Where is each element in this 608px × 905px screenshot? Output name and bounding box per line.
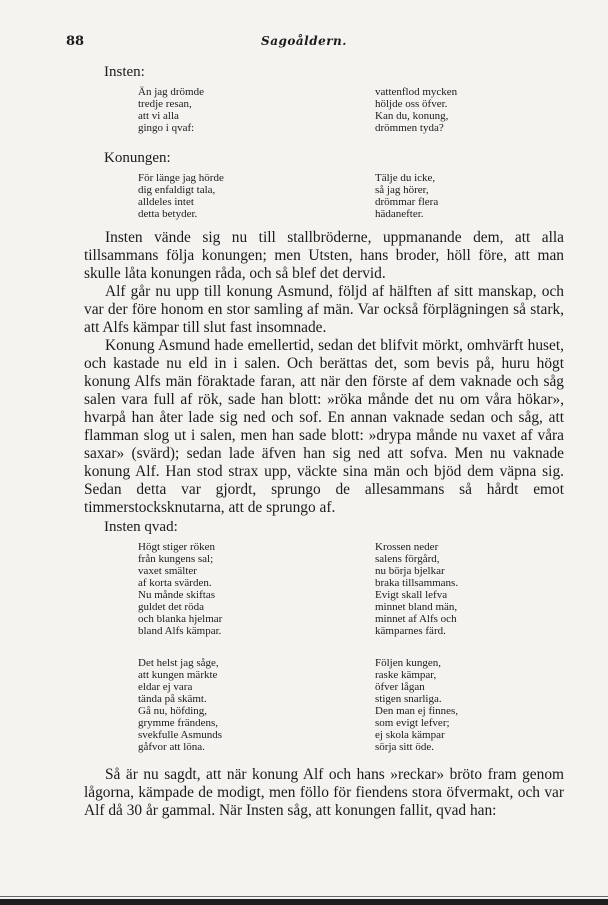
verse-line: detta betyder. (138, 208, 198, 220)
verse-konung-right (375, 172, 438, 220)
verse-line: eldar ej vara (138, 681, 193, 693)
verse-line: att vi alla (138, 110, 179, 122)
verse-line: grymme frändens, (138, 717, 219, 729)
verse-line: af korta svärden. (138, 577, 212, 589)
verse-line: För länge jag hörde (138, 172, 224, 184)
verse-line: tända på skämt. (138, 693, 207, 705)
verse-left-b (138, 657, 222, 753)
verse-line: bland Alfs kämpar. (138, 625, 222, 637)
page-header (66, 34, 542, 52)
verse-line: Än jag drömde (138, 86, 204, 98)
bottom-scan-line (0, 896, 608, 897)
verse-right-b (375, 657, 458, 753)
verse-line: braka tillsammans. (375, 577, 459, 589)
paragraph: Alf går nu upp till konung Asmund, följd af hälften af sitt manskap, och var der före honom en stor samling af män. Var också förplägningen så stark, att Alfs kämpar till slut fast insomnade. (84, 283, 564, 336)
running-title: Sagoåldern. (261, 34, 347, 48)
verse-line: vattenflod mycken (375, 86, 458, 98)
verse-line: guldet det röda (138, 601, 204, 613)
verse-line: vaxet smälter (138, 565, 197, 577)
verse-line: Den man ej finnes, (375, 705, 459, 717)
verse-line: minnet af Alfs och (375, 613, 457, 625)
verse-line: Följen kungen, (375, 657, 441, 669)
verse-line: gåfvor att löna. (138, 741, 205, 753)
paragraph: Insten vände sig nu till stallbröderne, uppmanande dem, att alla tillsammans följa konungen; men Utsten, hans broder, höll före, att man skulle låta konungen råda, och så blef det dervid. (84, 229, 564, 282)
verse-line: Nu månde skiftas (138, 589, 215, 601)
verse-line: Högt stiger röken (138, 541, 215, 553)
verse-line: och blanka hjelmar (138, 613, 223, 625)
prose-section-1 (84, 229, 564, 517)
verse-line: ej skola kämpar (375, 729, 445, 741)
verse-line: öfver lågan (375, 681, 425, 693)
verse-line: höljde oss öfver. (375, 98, 448, 110)
verse-line: tredje resan, (138, 98, 192, 110)
verse-line: nu börja bjelkar (375, 565, 445, 577)
verse-line: raske kämpar, (375, 669, 437, 681)
paragraph: Konung Asmund hade emellertid, sedan det blifvit mörkt, omhvärft huset, och kastade nu eld in i salen. Och berättas det, som bevis på, huru högt konung Alfs män föraktade faran, att när den förste af dem vaknade och såg salen vara full af rök, sade han blott: »röka månde det nu om våra hökar», hvarpå han åter lade sig ned och sof. En annan vaknade sedan och såg, att flamman slog ut i salen, men han sade blott: »drypa månde nu vaxet af våra saxar» (svärd); sedan lade äfven han sig ned att sofva. Men nu vaknade konung Alf. Han stod strax upp, väckte sina män och bjöd dem väpna sig. Sedan detta var gjordt, sprungo de allesammans så hårdt emot timmerstocksknutarna, att de sprungo af. (84, 337, 564, 516)
verse-line: gingo i qvaf: (138, 122, 195, 134)
verse-line: Gå nu, höfding, (138, 705, 208, 717)
verse-right-a (375, 541, 458, 637)
verse-line: svekfulle Asmunds (138, 729, 223, 741)
bottom-scan-edge (0, 899, 608, 905)
verse-line: Evigt skall lefva (375, 589, 448, 601)
verse-line: att kungen märkte (138, 669, 218, 681)
verse-line: dig enfaldigt tala, (138, 184, 216, 196)
verse-line: sörja sitt öde. (375, 741, 434, 753)
verse-line: Krossen neder (375, 541, 439, 553)
verse-line: alldeles intet (138, 196, 194, 208)
page-number: 88 (66, 34, 85, 49)
verse-line: från kungens sal; (138, 553, 214, 565)
verse-line: salens förgård, (375, 553, 440, 565)
speaker-insten-qvad: Insten qvad: (104, 519, 178, 535)
verse-line: Kan du, konung, (375, 110, 449, 122)
verse-konung-left (138, 172, 224, 220)
verse-line: drömmen tyda? (375, 122, 444, 134)
verse-line: så jag hörer, (375, 184, 429, 196)
verse-line: hädanefter. (375, 208, 424, 220)
paragraph: Så är nu sagdt, att när konung Alf och hans »reckar» bröto fram genom lågorna, kämpade de modigt, men föllo för fiendens stora öfvermakt, och var Alf då 30 år gammal. När Insten såg, att konungen fallit, qvad han: (84, 766, 564, 819)
verse-line: Det helst jag såge, (138, 657, 219, 669)
prose-section-2 (84, 766, 564, 820)
verse-left-a (138, 541, 222, 637)
verse-insten-left (138, 86, 204, 134)
verse-line: kämparnes färd. (375, 625, 446, 637)
verse-line: stigen snarliga. (375, 693, 442, 705)
speaker-konungen: Konungen: (104, 150, 171, 166)
verse-line: Tälje du icke, (375, 172, 436, 184)
verse-line: som evigt lefver; (375, 717, 450, 729)
verse-line: minnet bland män, (375, 601, 458, 613)
verse-insten-right (375, 86, 457, 134)
verse-line: drömmar flera (375, 196, 439, 208)
speaker-insten: Insten: (104, 64, 145, 80)
